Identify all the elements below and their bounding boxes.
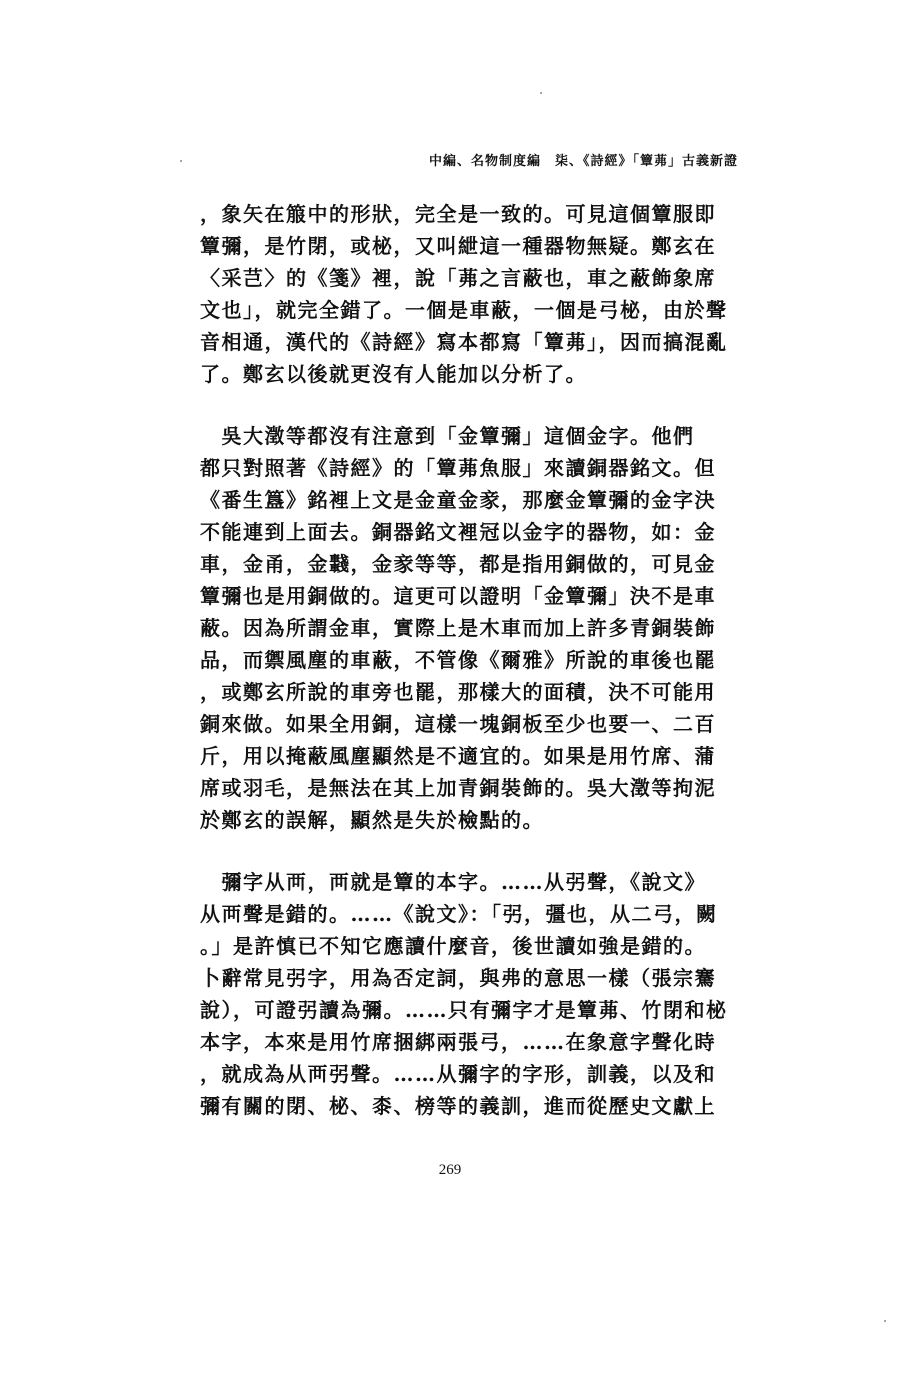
paragraph-3 <box>200 866 745 1122</box>
page-number: 269 <box>438 1162 462 1178</box>
text-line: 車，金甬，金𨏖，金豙等等，都是指用銅做的，可見金 <box>200 552 716 576</box>
text-line: 都只對照著《詩經》的「簟茀魚服」來讀銅器銘文。但 <box>200 456 716 480</box>
text-line: 銅來做。如果全用銅，這樣一塊銅板至少也要一、二百 <box>200 712 716 736</box>
text-line: 从襾聲是錯的。……《說文》：「弜，彊也，从二弓，闕 <box>200 902 718 926</box>
body-text <box>200 198 745 1122</box>
text-line: 品，而禦風塵的車蔽，不管像《爾雅》所說的車後也罷 <box>200 648 716 672</box>
text-line: 斤，用以掩蔽風塵顯然是不適宜的。如果是用竹席、蒲 <box>200 744 716 768</box>
text-line: 吳大澂等都沒有注意到「金簟彌」這個金字。他們 <box>200 424 695 448</box>
text-line: 卜辭常見弜字，用為否定詞，與弗的意思一樣（張宗騫 <box>200 966 716 990</box>
text-line: 。」是許慎已不知它應讀什麼音，後世讀如強是錯的。 <box>200 934 706 958</box>
text-line: 〈采芑〉的《箋》裡，說「茀之言蔽也，車之蔽飾象席 <box>200 266 716 290</box>
paragraph-1 <box>200 198 745 390</box>
text-line: 席或羽毛，是無法在其上加青銅裝飾的。吳大澂等拘泥 <box>200 776 716 800</box>
text-line: 不能連到上面去。銅器銘文裡冠以金字的器物，如：金 <box>200 520 716 544</box>
paragraph-gap <box>200 836 745 866</box>
text-line: 文也」，就完全錯了。一個是車蔽，一個是弓柲，由於聲 <box>200 298 728 322</box>
text-line: 簟彌也是用銅做的。這更可以證明「金簟彌」決不是車 <box>200 584 716 608</box>
text-line: 彌字从襾，襾就是簟的本字。……从弜聲，《說文》 <box>200 870 706 894</box>
paragraph-2 <box>200 420 745 836</box>
text-line: 說），可證弜讀為彌。……只有彌字才是簟茀、竹閉和柲 <box>200 998 728 1022</box>
text-line: ，或鄭玄所說的車旁也罷，那樣大的面積，決不可能用 <box>200 680 716 704</box>
text-line: 彌有關的閉、柲、桼、榜等的義訓，進而從歷史文獻上 <box>200 1094 716 1118</box>
running-head: 中編、名物制度編 柒、《詩經》「簟茀」古義新證 <box>428 154 738 169</box>
text-line: 音相通，漢代的《詩經》寫本都寫「簟茀」，因而搞混亂 <box>200 330 728 354</box>
scan-speck <box>180 160 182 162</box>
text-line: 於鄭玄的誤解，顯然是失於檢點的。 <box>200 808 544 832</box>
text-line: 簟彌，是竹閉，或柲，又叫紲這一種器物無疑。鄭玄在 <box>200 234 716 258</box>
scan-speck <box>540 92 542 94</box>
text-line: 了。鄭玄以後就更沒有人能加以分析了。 <box>200 362 587 386</box>
text-line: ，象矢在箙中的形狀，完全是一致的。可見這個簟服即 <box>200 202 716 226</box>
text-line: 本字，本來是用竹席捆綁兩張弓，……在象意字聲化時 <box>200 1030 716 1054</box>
paragraph-gap <box>200 390 745 420</box>
scan-speck <box>884 1320 886 1322</box>
text-line: 蔽。因為所謂金車，實際上是木車而加上許多青銅裝飾 <box>200 616 716 640</box>
text-line: 《番生簋》銘裡上文是金童金豙，那麼金簟彌的金字決 <box>200 488 716 512</box>
text-line: ，就成為从襾弜聲。……从彌字的字形，訓義，以及和 <box>200 1062 716 1086</box>
